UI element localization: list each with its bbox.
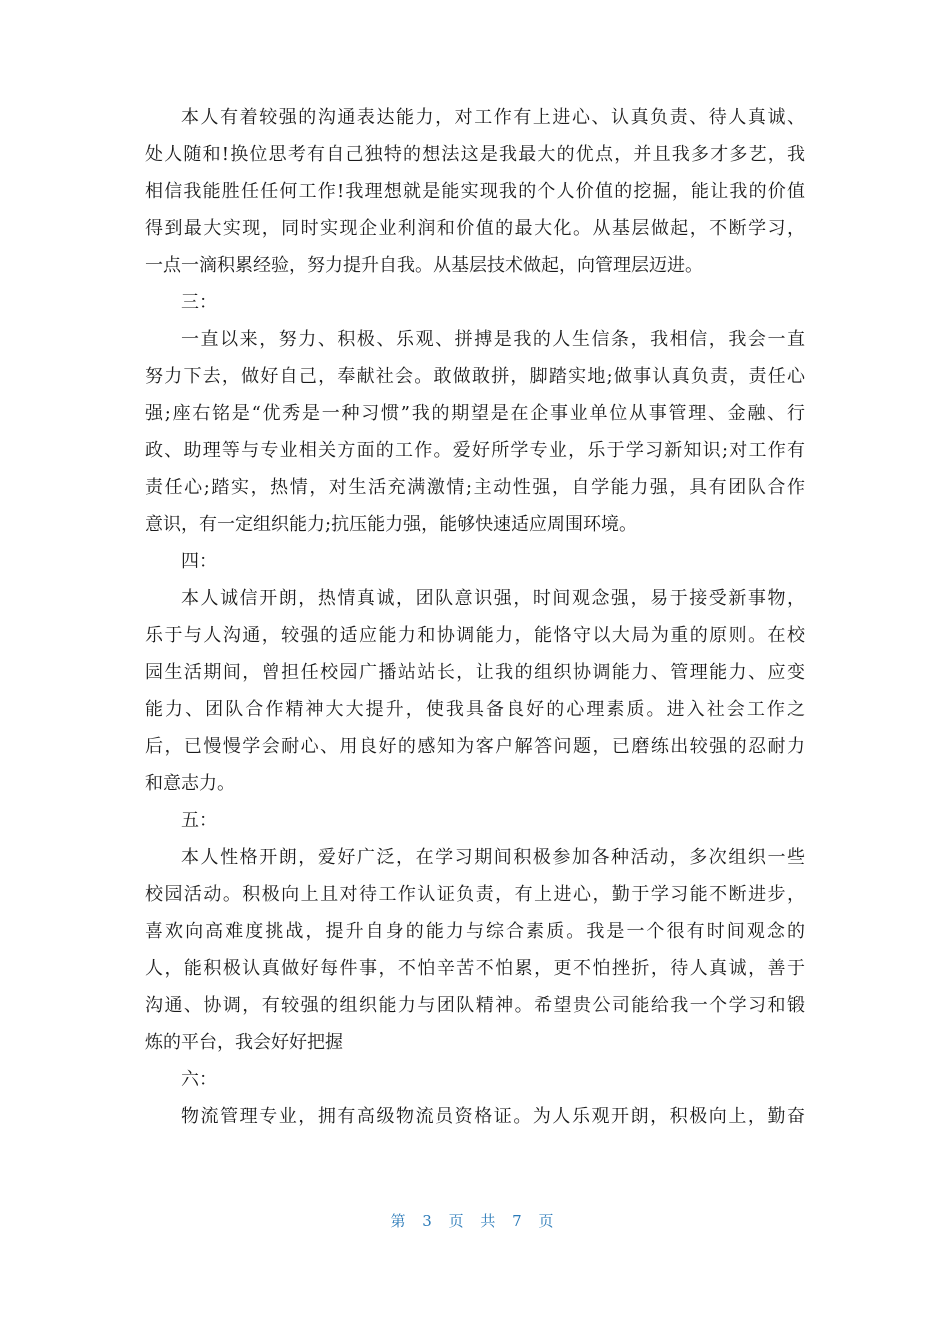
paragraph-line: 意识，有一定组织能力;抗压能力强，能够快速适应周围环境。 <box>145 514 638 535</box>
paragraph-line: 乐于与人沟通，较强的适应能力和协调能力，能恪守以大局为重的原则。在校 <box>145 625 805 646</box>
paragraph-1 <box>145 99 805 284</box>
section-5 <box>145 802 805 1061</box>
section-heading: 六： <box>181 1069 217 1090</box>
section-3 <box>145 284 805 543</box>
paragraph-line: 物流管理专业，拥有高级物流员资格证。为人乐观开朗，积极向上，勤奋 <box>181 1106 805 1127</box>
section-heading: 三： <box>181 292 217 313</box>
section-4 <box>145 543 805 802</box>
document-body <box>145 99 805 1135</box>
section-heading: 四： <box>181 551 217 572</box>
paragraph-line: 处人随和!换位思考有自己独特的想法这是我最大的优点，并且我多才多艺，我 <box>145 144 805 165</box>
paragraph-line: 人，能积极认真做好每件事，不怕辛苦不怕累，更不怕挫折，待人真诚，善于 <box>145 958 805 979</box>
paragraph-line: 强;座右铭是“优秀是一种习惯”我的期望是在企事业单位从事管理、金融、行 <box>145 403 805 424</box>
paragraph-line: 得到最大实现，同时实现企业利润和价值的最大化。从基层做起，不断学习， <box>145 218 805 239</box>
paragraph-line: 和意志力。 <box>145 773 235 794</box>
paragraph-line: 本人有着较强的沟通表达能力，对工作有上进心、认真负责、待人真诚、 <box>181 107 805 128</box>
paragraph-line: 本人性格开朗，爱好广泛，在学习期间积极参加各种活动，多次组织一些 <box>181 847 805 868</box>
paragraph-line: 努力下去，做好自己，奉献社会。敢做敢拼，脚踏实地;做事认真负责，责任心 <box>145 366 805 387</box>
section-6 <box>145 1061 805 1135</box>
paragraph-line: 沟通、协调，有较强的组织能力与团队精神。希望贵公司能给我一个学习和锻 <box>145 995 805 1016</box>
paragraph-line: 校园活动。积极向上且对待工作认证负责，有上进心，勤于学习能不断进步， <box>145 884 805 905</box>
section-heading: 五： <box>181 810 217 831</box>
paragraph-line: 炼的平台，我会好好把握 <box>145 1032 343 1053</box>
paragraph-line: 能力、团队合作精神大大提升，使我具备良好的心理素质。进入社会工作之 <box>145 699 805 720</box>
paragraph-line: 本人诚信开朗，热情真诚，团队意识强，时间观念强，易于接受新事物， <box>181 588 805 609</box>
paragraph-line: 一直以来，努力、积极、乐观、拼搏是我的人生信条，我相信，我会一直 <box>181 329 805 350</box>
paragraph-line: 后，已慢慢学会耐心、用良好的感知为客户解答问题，已磨练出较强的忍耐力 <box>145 736 805 757</box>
page-number-footer: 第 3 页 共 7 页 <box>390 1212 560 1230</box>
paragraph-line: 园生活期间，曾担任校园广播站站长，让我的组织协调能力、管理能力、应变 <box>145 662 805 683</box>
paragraph-line: 政、助理等与专业相关方面的工作。爱好所学专业，乐于学习新知识;对工作有 <box>145 440 805 461</box>
paragraph-line: 一点一滴积累经验，努力提升自我。从基层技术做起，向管理层迈进。 <box>145 255 703 276</box>
paragraph-line: 相信我能胜任任何工作!我理想就是能实现我的个人价值的挖掘，能让我的价值 <box>145 181 805 202</box>
paragraph-line: 责任心;踏实，热情，对生活充满激情;主动性强，自学能力强，具有团队合作 <box>145 477 805 498</box>
paragraph-line: 喜欢向高难度挑战，提升自身的能力与综合素质。我是一个很有时间观念的 <box>145 921 805 942</box>
